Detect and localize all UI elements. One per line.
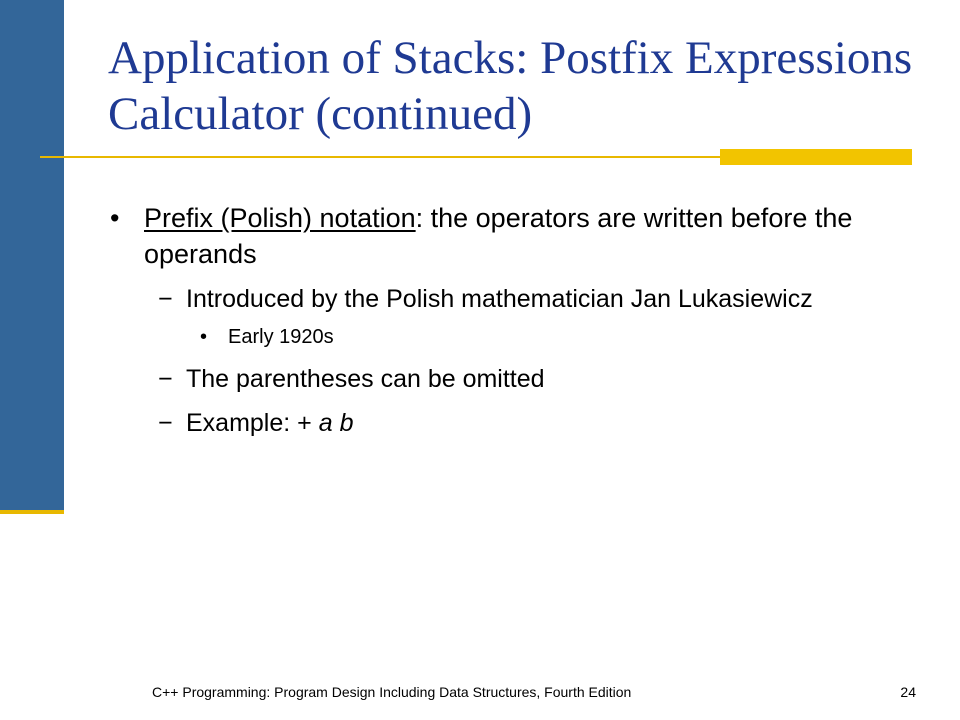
sub-bullet-parentheses (110, 362, 900, 396)
sub-sub-bullet-text: Early 1920s (228, 326, 334, 348)
example-label: Example: + (186, 409, 319, 437)
title-accent-bar (720, 149, 912, 165)
slide-title: Application of Stacks: Postfix Expressions Calculator (continued) (108, 32, 913, 140)
bullet-marker: • (110, 203, 120, 233)
sub-bullet-parentheses-text: The parentheses can be omitted (186, 365, 545, 393)
page-number: 24 (900, 684, 916, 700)
sub-sub-bullet-early-1920s (110, 322, 900, 352)
dash-marker: − (158, 285, 173, 313)
dash-marker: − (158, 365, 173, 393)
sub-bullet-introduced (110, 282, 900, 316)
sidebar-gold-line (0, 510, 64, 514)
sub-bullet-introduced-text: Introduced by the Polish mathematician Jan Lukasiewicz (186, 285, 813, 313)
dash-marker: − (158, 409, 173, 437)
example-variable-b: b (339, 409, 354, 437)
bullet-marker: • (200, 326, 208, 348)
prefix-notation-term: Prefix (Polish) notation (144, 203, 416, 233)
sub-bullet-example (110, 406, 900, 440)
example-variable-a: a (318, 409, 333, 437)
slide-content (110, 200, 900, 440)
example-space (333, 409, 340, 437)
prefix-notation-definition: : the operators are written before the operands (144, 203, 853, 269)
left-sidebar-bar (0, 0, 64, 512)
footer-book-title: C++ Programming: Program Design Including Data Structures, Fourth Edition (152, 684, 632, 700)
bullet-prefix-notation (110, 200, 900, 272)
